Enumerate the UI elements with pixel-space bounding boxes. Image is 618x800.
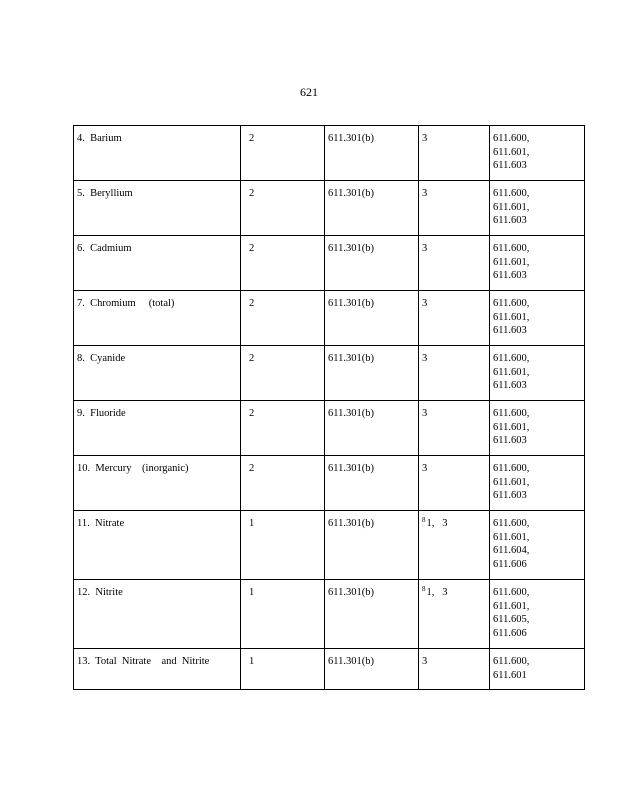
method-references-cell (490, 580, 585, 649)
method-reference-line: 611.601, (493, 366, 530, 378)
contaminant-name-cell: 4. Barium (74, 126, 241, 181)
method-reference-line: 611.603 (493, 325, 527, 336)
method-reference-line: 611.603 (493, 490, 527, 501)
column-4-cell (419, 649, 490, 690)
section-reference-cell: 611.301(b) (325, 126, 419, 181)
section-reference-cell: 611.301(b) (325, 346, 419, 401)
method-reference-line: 611.600, (493, 133, 530, 144)
column-4-value: 1, 3 (426, 518, 448, 529)
column-2-cell: 1 (241, 649, 325, 690)
method-reference-line: 611.603 (493, 270, 527, 281)
method-reference-line: 611.601, (493, 421, 530, 433)
method-references-cell (490, 181, 585, 236)
column-4-value: 3 (422, 133, 428, 144)
section-reference-cell: 611.301(b) (325, 181, 419, 236)
method-reference-line: 611.601, (493, 256, 530, 268)
method-references-cell (490, 511, 585, 580)
method-reference-line: 611.601, (493, 600, 530, 612)
table-row (74, 580, 585, 649)
contaminant-name-cell: 6. Cadmium (74, 236, 241, 291)
contaminant-name-cell: 12. Nitrite (74, 580, 241, 649)
contaminant-table-container (73, 125, 545, 690)
method-reference-line: 611.600, (493, 353, 530, 364)
method-reference-line: 611.603 (493, 435, 527, 446)
column-4-cell (419, 236, 490, 291)
column-4-value: 3 (422, 408, 428, 419)
column-2-cell: 1 (241, 511, 325, 580)
method-reference-line: 611.600, (493, 656, 530, 667)
contaminant-name-cell: 7. Chromium (total) (74, 291, 241, 346)
column-4-value: 3 (422, 353, 428, 364)
contaminant-name-cell: 8. Cyanide (74, 346, 241, 401)
table-row (74, 291, 585, 346)
method-reference-line: 611.604, (493, 545, 530, 556)
column-4-value: 3 (422, 656, 428, 667)
method-reference-line: 611.601, (493, 311, 530, 323)
method-reference-line: 611.603 (493, 160, 527, 171)
column-2-cell: 2 (241, 456, 325, 511)
section-reference-cell: 611.301(b) (325, 291, 419, 346)
method-references-cell (490, 291, 585, 346)
table-body (74, 126, 585, 690)
method-reference-line: 611.601, (493, 476, 530, 488)
method-reference-line: 611.605, (493, 614, 530, 625)
column-4-value: 3 (422, 463, 428, 474)
page-number: 621 (300, 85, 318, 99)
column-4-cell (419, 346, 490, 401)
table-row (74, 181, 585, 236)
contaminant-name-cell: 13. Total Nitrate and Nitrite (74, 649, 241, 690)
method-reference-line: 611.603 (493, 380, 527, 391)
column-4-value: 1, 3 (426, 587, 448, 598)
method-reference-line: 611.601, (493, 201, 530, 213)
column-2-cell: 2 (241, 236, 325, 291)
column-4-cell (419, 291, 490, 346)
section-reference-cell: 611.301(b) (325, 511, 419, 580)
column-4-cell (419, 126, 490, 181)
table-row (74, 511, 585, 580)
column-4-value: 3 (422, 243, 428, 254)
contaminant-name-cell: 10. Mercury (inorganic) (74, 456, 241, 511)
section-reference-cell: 611.301(b) (325, 456, 419, 511)
table-row (74, 236, 585, 291)
method-reference-line: 611.600, (493, 518, 530, 529)
method-reference-line: 611.606 (493, 558, 527, 570)
column-4-cell (419, 511, 490, 580)
method-reference-line: 611.606 (493, 627, 527, 639)
column-2-cell: 2 (241, 401, 325, 456)
section-reference-cell: 611.301(b) (325, 236, 419, 291)
contaminant-name-cell: 11. Nitrate (74, 511, 241, 580)
footnote-marker: 8 (422, 515, 426, 524)
method-reference-line: 611.601, (493, 531, 530, 543)
contaminant-name-cell: 9. Fluoride (74, 401, 241, 456)
column-4-value: 3 (422, 188, 428, 199)
section-reference-cell: 611.301(b) (325, 580, 419, 649)
method-reference-line: 611.600, (493, 408, 530, 419)
method-references-cell (490, 126, 585, 181)
column-2-cell: 2 (241, 346, 325, 401)
method-reference-line: 611.600, (493, 188, 530, 199)
column-4-cell (419, 456, 490, 511)
column-4-cell (419, 181, 490, 236)
method-reference-line: 611.600, (493, 463, 530, 474)
method-references-cell (490, 649, 585, 690)
table-row (74, 401, 585, 456)
column-4-cell (419, 580, 490, 649)
contaminant-table (73, 125, 585, 690)
method-reference-line: 611.601 (493, 669, 527, 681)
column-2-cell: 2 (241, 126, 325, 181)
table-row (74, 346, 585, 401)
method-reference-line: 611.603 (493, 215, 527, 226)
column-2-cell: 2 (241, 181, 325, 236)
contaminant-name-cell: 5. Beryllium (74, 181, 241, 236)
table-row (74, 649, 585, 690)
footnote-marker: 8 (422, 584, 426, 593)
method-references-cell (490, 346, 585, 401)
table-row (74, 456, 585, 511)
method-references-cell (490, 401, 585, 456)
column-2-cell: 2 (241, 291, 325, 346)
method-reference-line: 611.600, (493, 243, 530, 254)
table-row (74, 126, 585, 181)
method-reference-line: 611.600, (493, 587, 530, 598)
column-2-cell: 1 (241, 580, 325, 649)
section-reference-cell: 611.301(b) (325, 401, 419, 456)
method-references-cell (490, 236, 585, 291)
section-reference-cell: 611.301(b) (325, 649, 419, 690)
method-reference-line: 611.600, (493, 298, 530, 309)
method-reference-line: 611.601, (493, 146, 530, 158)
method-references-cell (490, 456, 585, 511)
column-4-value: 3 (422, 298, 428, 309)
column-4-cell (419, 401, 490, 456)
